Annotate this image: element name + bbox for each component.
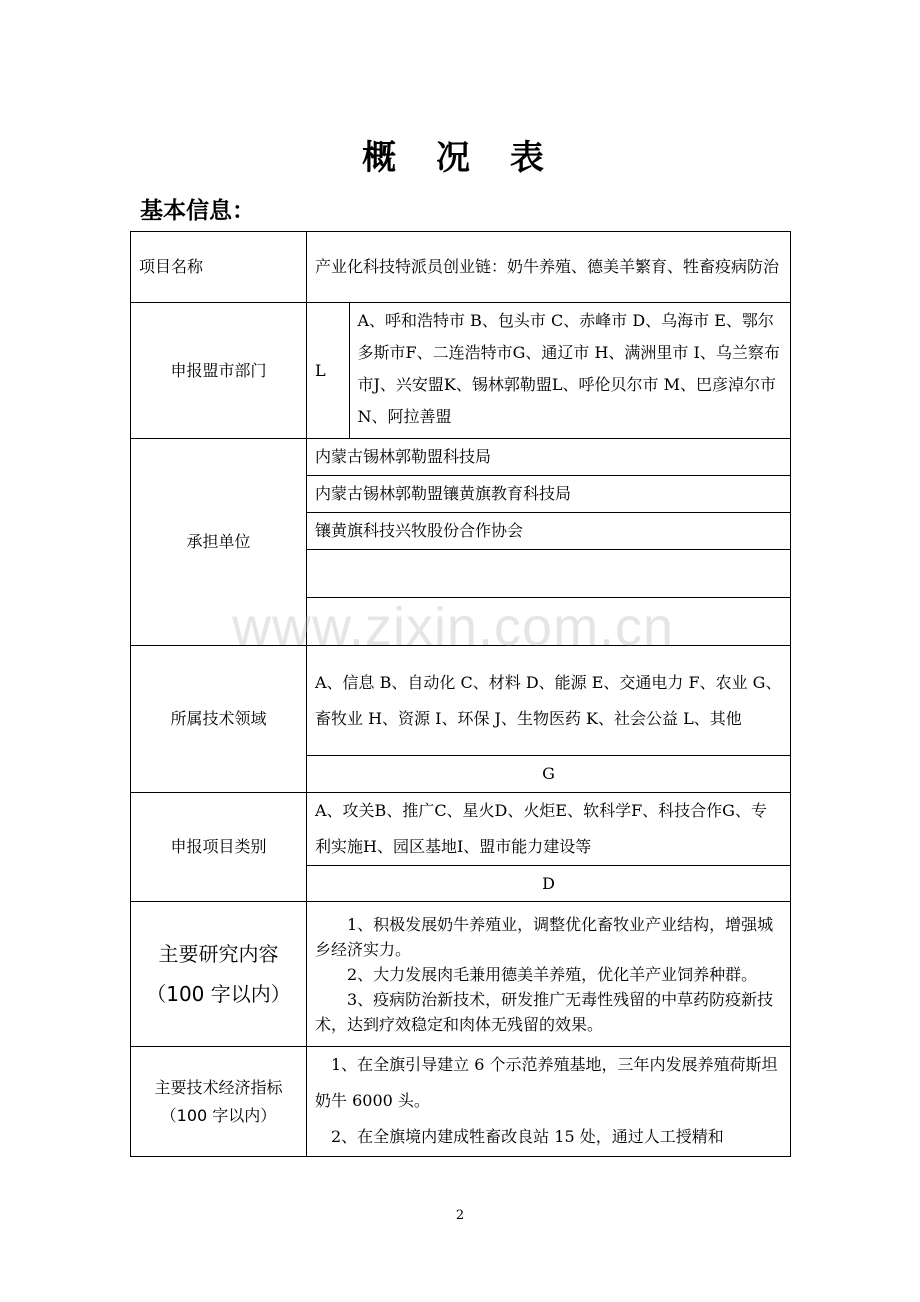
page-number: 2: [455, 1208, 465, 1223]
tech-field-options: A、信息 B、自动化 C、材料 D、能源 E、交通电力 F、农业 G、畜牧业 H、资源 I、环保 J、生物医药 K、社会公益 L、其他: [307, 646, 791, 756]
research-paragraph: 2、大力发展肉毛兼用德美羊养殖，优化羊产业饲养种群。: [347, 964, 758, 984]
row-project-type: [131, 793, 791, 866]
row-project-name: [131, 232, 791, 303]
region-options: A、呼和浩特市 B、包头市 C、赤峰市 D、乌海市 E、鄂尔多斯市F、二连浩特市G、通辽市 H、满洲里市 I、乌兰察布市J、兴安盟K、锡林郭勒盟L、呼伦贝尔市 M、巴彦淖尔市 N、阿拉善盟: [357, 311, 780, 426]
research-content-sublabel: （100 字以内）: [146, 982, 291, 1006]
project-type-options: A、攻关B、推广C、星火D、火炬E、软科学F、科技合作G、专利实施H、园区基地I、盟市能力建设等: [307, 793, 791, 866]
undertaker-label: 承担单位: [131, 439, 307, 646]
indicators-paragraph: 2、在全旗境内建成牲畜改良站 15 处，通过人工授精和: [331, 1127, 724, 1146]
overview-table: [130, 231, 791, 1157]
undertaker-unit-1: 内蒙古锡林郭勒盟科技局: [307, 439, 791, 476]
indicators-label: 主要技术经济指标: [154, 1077, 283, 1097]
project-name-label: 项目名称: [131, 232, 307, 303]
project-type-label: 申报项目类别: [131, 793, 307, 902]
row-tech-field: [131, 646, 791, 756]
section-heading: 基本信息：: [140, 198, 255, 224]
undertaker-unit-4: [307, 550, 791, 598]
watermark: www.zixin.com.cn: [232, 597, 675, 657]
project-type-selected: D: [307, 866, 791, 902]
undertaker-unit-2: 内蒙古锡林郭勒盟镶黄旗教育科技局: [307, 476, 791, 513]
indicators-paragraph: 1、在全旗引导建立 6 个示范养殖基地，三年内发展养殖荷斯坦奶牛 6000 头。: [315, 1055, 778, 1110]
row-tech-indicators: [131, 1047, 791, 1157]
indicators-sublabel: （100 字以内）: [160, 1105, 277, 1125]
research-paragraph: 3、疫病防治新技术，研发推广无毒性残留的中草药防疫新技术，达到疗效稳定和肉体无残留的效果。: [315, 989, 774, 1034]
tech-field-label: 所属技术领域: [131, 646, 307, 793]
row-undertaker-1: [131, 439, 791, 476]
project-name-value: 产业化科技特派员创业链：奶牛养殖、德美羊繁育、牲畜疫病防治: [307, 232, 791, 303]
row-research-content: [131, 902, 791, 1047]
research-paragraph: 1、积极发展奶牛养殖业，调整优化畜牧业产业结构，增强城乡经济实力。: [315, 914, 774, 959]
page-title: 概 况 表: [362, 138, 558, 178]
region-selected: L: [307, 303, 349, 438]
undertaker-unit-3: 镶黄旗科技兴牧股份合作协会: [307, 513, 791, 550]
region-label: 申报盟市部门: [131, 303, 307, 439]
row-region: [131, 303, 791, 439]
research-content-label: 主要研究内容: [158, 942, 279, 966]
tech-field-selected: G: [307, 756, 791, 793]
